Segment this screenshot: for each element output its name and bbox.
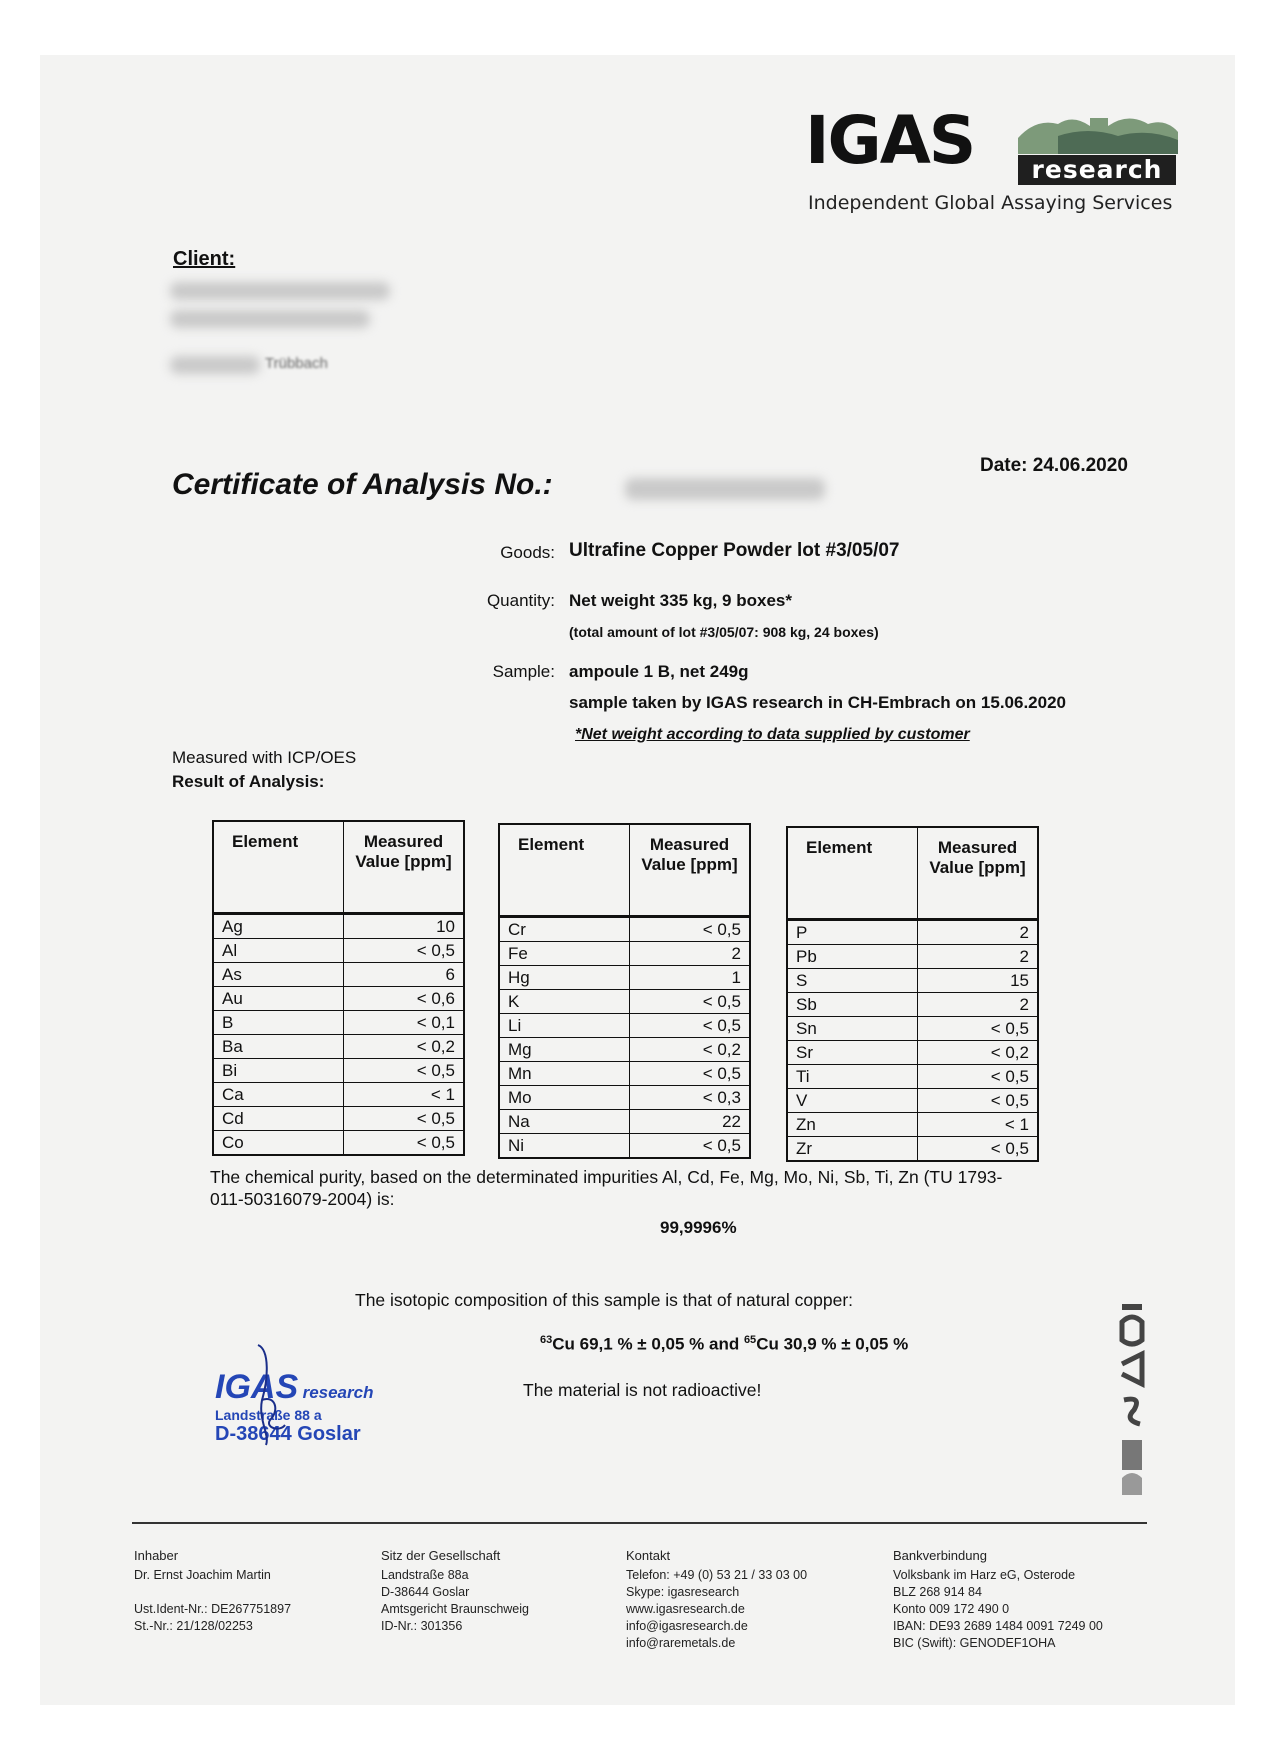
element-symbol: Ni xyxy=(499,1134,630,1159)
certificate-title: Certificate of Analysis No.: xyxy=(172,468,553,501)
logo-hills-icon xyxy=(1018,112,1178,154)
element-symbol: S xyxy=(787,969,918,993)
footer-line: Ust.Ident-Nr.: DE267751897 xyxy=(134,1602,292,1616)
footer-bank xyxy=(893,1547,1103,1652)
measured-value: < 0,5 xyxy=(918,1017,1039,1041)
table-row xyxy=(499,1110,750,1134)
measured-value: < 0,5 xyxy=(344,1059,465,1083)
element-symbol: Zn xyxy=(787,1113,918,1137)
measured-value: 15 xyxy=(918,969,1039,993)
table-row xyxy=(499,1038,750,1062)
table-row xyxy=(499,917,750,942)
footer-line: BLZ 268 914 84 xyxy=(893,1585,982,1599)
client-city: Trübbach xyxy=(265,355,328,372)
table-row xyxy=(213,914,464,939)
element-symbol: Co xyxy=(213,1131,344,1156)
element-symbol: Sb xyxy=(787,993,918,1017)
footer-bank-heading: Bankverbindung xyxy=(893,1548,987,1563)
element-symbol: Hg xyxy=(499,966,630,990)
element-symbol: Ti xyxy=(787,1065,918,1089)
element-symbol: Pb xyxy=(787,945,918,969)
footer-owner-heading: Inhaber xyxy=(134,1548,179,1563)
element-symbol: Sr xyxy=(787,1041,918,1065)
purity-value: 99,9996% xyxy=(660,1218,737,1237)
footer-line: Amtsgericht Braunschweig xyxy=(381,1602,529,1616)
measured-value: < 0,1 xyxy=(344,1011,465,1035)
footer-divider xyxy=(132,1522,1147,1524)
footer-line: D-38644 Goslar xyxy=(381,1585,470,1599)
result-table-3 xyxy=(786,826,1039,1162)
measured-value: < 0,6 xyxy=(344,987,465,1011)
measured-value: < 0,2 xyxy=(918,1041,1039,1065)
element-symbol: Li xyxy=(499,1014,630,1038)
redacted-client-street xyxy=(170,310,370,328)
table-row xyxy=(787,1089,1038,1113)
footer-link[interactable]: info@raremetals.de xyxy=(626,1636,736,1650)
table-header-measured: Measured Value [ppm] xyxy=(344,821,465,914)
table-row xyxy=(213,1107,464,1131)
measured-value: 2 xyxy=(630,942,751,966)
measured-value: < 0,5 xyxy=(344,939,465,963)
sample-label: Sample: xyxy=(492,662,555,681)
table-header-element: Element xyxy=(787,827,918,920)
goods-label: Goods: xyxy=(500,543,555,562)
table-row xyxy=(213,987,464,1011)
client-label: Client: xyxy=(173,248,236,270)
table-row xyxy=(787,1041,1038,1065)
stamp-street: Landstraße 88 a xyxy=(215,1407,322,1423)
element-symbol: P xyxy=(787,920,918,945)
measured-value: < 0,5 xyxy=(630,1014,751,1038)
element-symbol: Bi xyxy=(213,1059,344,1083)
element-symbol: Mo xyxy=(499,1086,630,1110)
footer-link[interactable]: www.igasresearch.de xyxy=(626,1602,745,1616)
measured-value: < 0,5 xyxy=(918,1065,1039,1089)
table-row xyxy=(787,1137,1038,1162)
footer-link[interactable]: info@igasresearch.de xyxy=(626,1619,748,1633)
isotope-63-mass: 63 xyxy=(540,1334,553,1346)
footer-registered-office xyxy=(381,1547,529,1635)
measured-value: < 1 xyxy=(918,1113,1039,1137)
table-row xyxy=(499,1062,750,1086)
table-row xyxy=(213,1059,464,1083)
footer-line: Volksbank im Harz eG, Osterode xyxy=(893,1568,1076,1582)
table-header-element: Element xyxy=(499,824,630,917)
table-header-element: Element xyxy=(213,821,344,914)
element-symbol: Ca xyxy=(213,1083,344,1107)
table-row xyxy=(499,1014,750,1038)
measured-value: < 0,5 xyxy=(630,1134,751,1159)
table-row xyxy=(213,963,464,987)
footer-line: IBAN: DE93 2689 1484 0091 7249 00 xyxy=(893,1619,1103,1633)
measured-value: < 0,5 xyxy=(630,917,751,942)
logo-tagline: Independent Global Assaying Services xyxy=(808,192,1173,214)
element-symbol: Cd xyxy=(213,1107,344,1131)
element-symbol: Mn xyxy=(499,1062,630,1086)
isotope-65-mass: 65 xyxy=(743,1334,757,1346)
element-symbol: Na xyxy=(499,1110,630,1134)
result-label: Result of Analysis: xyxy=(172,772,325,791)
table-row xyxy=(787,920,1038,945)
footer-owner xyxy=(134,1547,291,1635)
table-row xyxy=(499,990,750,1014)
redacted-client-zip xyxy=(170,356,260,374)
footer-contact xyxy=(626,1547,807,1652)
measured-value: 10 xyxy=(344,914,465,939)
table-row xyxy=(213,939,464,963)
table-row xyxy=(787,1113,1038,1137)
measured-value: < 0,5 xyxy=(344,1107,465,1131)
measured-value: < 1 xyxy=(344,1083,465,1107)
table-row xyxy=(213,1035,464,1059)
element-symbol: Zr xyxy=(787,1137,918,1162)
table-row xyxy=(787,1017,1038,1041)
purity-statement: The chemical purity, based on the determinated impurities Al, Cd, Fe, Mg, Mo, Ni, Sb, Ti, Zn (TU 1793-011-50316079-2004) is: xyxy=(210,1167,1003,1209)
stamp-igas: IGAS xyxy=(215,1368,299,1406)
net-weight-note: *Net weight according to data supplied by customer xyxy=(575,726,970,743)
certificate-date: Date: 24.06.2020 xyxy=(980,455,1128,476)
table-row xyxy=(213,1083,464,1107)
table-row xyxy=(499,942,750,966)
table-header-measured: Measured Value [ppm] xyxy=(630,824,751,917)
radioactivity-statement: The material is not radioactive! xyxy=(523,1380,762,1400)
table-row xyxy=(787,969,1038,993)
isotopic-statement: The isotopic composition of this sample is that of natural copper: xyxy=(355,1290,854,1310)
table-row xyxy=(213,1131,464,1156)
table-row xyxy=(499,966,750,990)
measured-value: 22 xyxy=(630,1110,751,1134)
table-row xyxy=(499,1134,750,1159)
element-symbol: As xyxy=(213,963,344,987)
element-symbol: K xyxy=(499,990,630,1014)
table-row xyxy=(787,945,1038,969)
measured-value: 2 xyxy=(918,920,1039,945)
stamp-research: research xyxy=(302,1383,374,1402)
measured-value: < 0,5 xyxy=(918,1137,1039,1162)
footer-line: ID-Nr.: 301356 xyxy=(381,1619,463,1633)
redacted-client-name xyxy=(170,282,390,300)
measured-value: < 0,2 xyxy=(344,1035,465,1059)
footer-line: Konto 009 172 490 0 xyxy=(893,1602,1010,1616)
measured-value: 2 xyxy=(918,993,1039,1017)
measured-value: 6 xyxy=(344,963,465,987)
stamp-city: D-38644 Goslar xyxy=(215,1423,361,1445)
footer-line: Telefon: +49 (0) 53 21 / 33 03 00 xyxy=(626,1568,808,1582)
side-watermark-logo-icon xyxy=(1112,1300,1152,1500)
footer-contact-heading: Kontakt xyxy=(626,1548,671,1563)
isotope-65-text: Cu 30,9 % ± 0,05 % xyxy=(756,1334,909,1354)
element-symbol: Al xyxy=(213,939,344,963)
sample-detail: sample taken by IGAS research in CH-Embrach on 15.06.2020 xyxy=(569,693,1066,712)
quantity-label: Quantity: xyxy=(486,591,555,610)
footer-office-heading: Sitz der Gesellschaft xyxy=(381,1548,501,1563)
redacted-certificate-number xyxy=(625,478,825,500)
element-symbol: Au xyxy=(213,987,344,1011)
element-symbol: Sn xyxy=(787,1017,918,1041)
measured-value: < 0,5 xyxy=(630,1062,751,1086)
table-row xyxy=(213,1011,464,1035)
table-row xyxy=(787,1065,1038,1089)
table-header-measured: Measured Value [ppm] xyxy=(918,827,1039,920)
footer-line xyxy=(134,1584,291,1601)
measured-value: 1 xyxy=(630,966,751,990)
sample-value: ampoule 1 B, net 249g xyxy=(569,662,749,681)
measured-value: < 0,5 xyxy=(630,990,751,1014)
element-symbol: Fe xyxy=(499,942,630,966)
measured-value: < 0,2 xyxy=(630,1038,751,1062)
element-symbol: Cr xyxy=(499,917,630,942)
measured-value: < 0,5 xyxy=(918,1089,1039,1113)
element-symbol: V xyxy=(787,1089,918,1113)
element-symbol: Ba xyxy=(213,1035,344,1059)
footer-line: BIC (Swift): GENODEF1OHA xyxy=(893,1636,1056,1650)
measured-with: Measured with ICP/OES xyxy=(172,748,357,767)
goods-value: Ultrafine Copper Powder lot #3/05/07 xyxy=(569,540,900,561)
table-row xyxy=(787,993,1038,1017)
logo-research-badge: research xyxy=(1018,155,1176,185)
measured-value: < 0,5 xyxy=(344,1131,465,1156)
signature-icon xyxy=(240,1340,300,1450)
footer-line: Dr. Ernst Joachim Martin xyxy=(134,1568,271,1582)
footer-line: Skype: igasresearch xyxy=(626,1585,740,1599)
isotope-composition xyxy=(540,1334,908,1355)
footer-line: Landstraße 88a xyxy=(381,1568,469,1582)
footer-line: St.-Nr.: 21/128/02253 xyxy=(134,1619,253,1633)
quantity-detail: (total amount of lot #3/05/07: 908 kg, 24 boxes) xyxy=(569,624,879,640)
element-symbol: Mg xyxy=(499,1038,630,1062)
result-table-1 xyxy=(212,820,465,1156)
isotope-63-text: Cu 69,1 % ± 0,05 % and xyxy=(552,1334,744,1354)
table-row xyxy=(499,1086,750,1110)
igas-logo-text: IGAS xyxy=(805,102,975,179)
measured-value: < 0,3 xyxy=(630,1086,751,1110)
element-symbol: B xyxy=(213,1011,344,1035)
measured-value: 2 xyxy=(918,945,1039,969)
result-table-2 xyxy=(498,823,751,1159)
quantity-value: Net weight 335 kg, 9 boxes* xyxy=(569,591,792,610)
element-symbol: Ag xyxy=(213,914,344,939)
